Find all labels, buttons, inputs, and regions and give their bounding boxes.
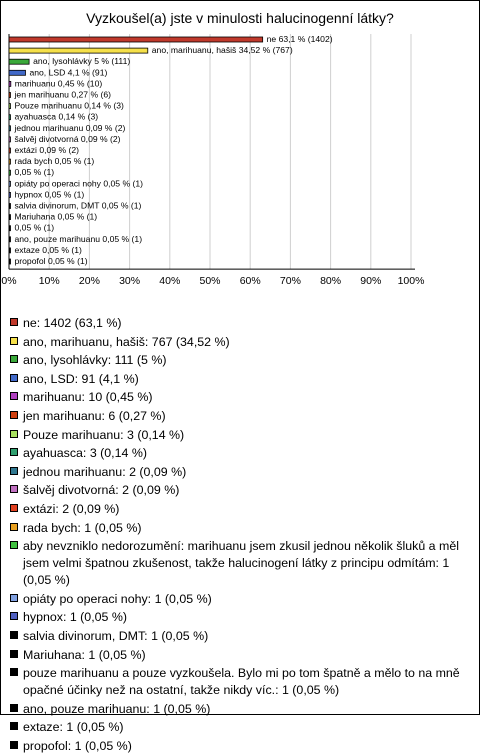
x-tick-label: 30% <box>119 275 141 288</box>
legend-swatch <box>10 374 18 382</box>
bar <box>9 204 11 209</box>
legend-label: jen marihuanu: 6 (0,27 %) <box>23 408 166 423</box>
legend-item <box>9 501 475 518</box>
bar <box>9 137 11 142</box>
legend-label: hypnox: 1 (0,05 %) <box>23 610 128 625</box>
legend-label: extaze: 1 (0,05 %) <box>23 720 124 735</box>
bar <box>9 48 148 53</box>
legend-swatch <box>10 704 18 712</box>
legend-item <box>9 482 475 499</box>
legend-swatch <box>10 318 18 326</box>
legend-swatch <box>10 448 18 456</box>
bar-data-label: Pouze marihuanu 0,14 % (3) <box>14 100 124 111</box>
bar <box>9 192 11 197</box>
x-tick-label: 90% <box>360 275 382 288</box>
legend-item <box>9 538 475 589</box>
bar <box>9 115 11 120</box>
legend-label: ano, pouze marihuanu: 1 (0,05 %) <box>23 701 211 716</box>
x-tick-label: 70% <box>279 275 301 288</box>
bar <box>9 259 11 264</box>
legend-item <box>9 719 475 736</box>
bar-data-label: jednou marihuanu 0,09 % (2) <box>14 122 126 133</box>
bar <box>9 59 29 64</box>
legend-item <box>9 445 475 462</box>
bar <box>9 81 11 86</box>
bar-data-label: ano, marihuanu, hašiš 34,52 % (767) <box>151 45 293 56</box>
legend-swatch <box>10 485 18 493</box>
bar <box>9 70 25 75</box>
legend-item <box>9 464 475 481</box>
legend-label: Mariuhana: 1 (0,05 %) <box>23 647 146 662</box>
bar-data-label: ano, lysohlávky 5 % (111) <box>33 56 131 67</box>
x-tick-label: 0% <box>1 275 17 288</box>
bar-data-label: Mariuhana 0,05 % (1) <box>14 211 98 222</box>
bar-data-label: jen marihuanu 0,27 % (6) <box>14 89 111 100</box>
legend-item <box>9 665 475 699</box>
legend-item <box>9 520 475 537</box>
x-tick-label: 80% <box>320 275 342 288</box>
x-tick-label: 40% <box>159 275 181 288</box>
legend-label: šalvěj divotvorná: 2 (0,09 %) <box>23 483 180 498</box>
legend-label: ano, marihuanu, hašiš: 767 (34,52 %) <box>23 334 230 349</box>
chart-legend <box>9 315 475 756</box>
bar-data-label: rada bych 0,05 % (1) <box>14 156 95 167</box>
legend-label: aby nevzniklo nedorozumění: marihuanu jsem zkusil jednou několik šluků a měl jsem velmi špatnou zkušenost, takže halucinogení látky z principu odmítám: 1 (0,05 %) <box>23 539 459 588</box>
bar-data-label: marihuanu 0,45 % (10) <box>14 78 103 89</box>
bar <box>9 170 11 175</box>
legend-label: Pouze marihuanu: 3 (0,14 %) <box>23 427 185 442</box>
legend-swatch <box>10 650 18 658</box>
legend-swatch <box>10 504 18 512</box>
bar-data-label: ano, LSD 4,1 % (91) <box>29 67 108 78</box>
bar-data-label: extaze 0,05 % (1) <box>14 244 82 255</box>
bar-data-label: 0,05 % (1) <box>14 222 55 233</box>
legend-item <box>9 352 475 369</box>
bar <box>9 93 11 98</box>
bar-data-label: opiáty po operaci nohy 0,05 % (1) <box>14 178 144 189</box>
legend-label: propofol: 1 (0,05 %) <box>23 738 132 753</box>
legend-label: extázi: 2 (0,09 %) <box>23 501 120 516</box>
legend-item <box>9 647 475 664</box>
legend-label: marihuanu: 10 (0,45 %) <box>23 390 153 405</box>
x-tick-label: 60% <box>239 275 261 288</box>
legend-item <box>9 389 475 406</box>
bar <box>9 181 11 186</box>
legend-swatch <box>10 411 18 419</box>
legend-item <box>9 334 475 351</box>
x-tick-label: 20% <box>78 275 100 288</box>
legend-swatch <box>10 523 18 531</box>
legend-item <box>9 591 475 608</box>
bar-data-label: ne 63,1 % (1402) <box>266 34 333 44</box>
legend-swatch <box>10 392 18 400</box>
legend-item <box>9 628 475 645</box>
bar-data-label: extázi 0,09 % (2) <box>14 145 79 155</box>
bar <box>9 37 263 42</box>
legend-item <box>9 371 475 388</box>
legend-swatch <box>10 337 18 345</box>
bar-data-label: ayahuasca 0,14 % (3) <box>14 111 99 122</box>
x-tick-label: 50% <box>199 275 221 288</box>
legend-label: ayahuasca: 3 (0,14 %) <box>23 446 147 461</box>
legend-swatch <box>10 668 18 676</box>
bar-data-label: propofol 0,05 % (1) <box>14 256 88 266</box>
legend-label: rada bych: 1 (0,05 %) <box>23 520 142 535</box>
bar-data-label: ano, pouze marihuanu 0,05 % (1) <box>14 233 143 244</box>
bar <box>9 159 11 164</box>
bar-data-label: šalvěj divotvorná 0,09 % (2) <box>14 133 121 144</box>
bar-chart-plot <box>1 1 479 311</box>
legend-label: pouze marihuanu a pouze vyzkoušela. Bylo mi po tom špatně a mělo to na mně opačné účinky než na ostatní, takže nikdy víc.: 1 (0,05 %) <box>23 666 460 698</box>
legend-item <box>9 609 475 626</box>
legend-item <box>9 701 475 718</box>
legend-swatch <box>10 631 18 639</box>
bar <box>9 104 11 109</box>
bar <box>9 226 11 231</box>
chart-title: Vyzkoušel(a) jste v minulosti halucinogenní látky? <box>86 10 394 26</box>
legend-label: ano, LSD: 91 (4,1 %) <box>23 371 139 386</box>
legend-label: ano, lysohlávky: 111 (5 %) <box>23 353 167 368</box>
bar <box>9 126 11 131</box>
legend-swatch <box>10 430 18 438</box>
legend-swatch <box>10 612 18 620</box>
legend-swatch <box>10 355 18 363</box>
legend-swatch <box>10 541 18 549</box>
bar-data-label: 0,05 % (1) <box>14 167 55 178</box>
legend-item <box>9 738 475 755</box>
legend-swatch <box>10 594 18 602</box>
legend-label: salvia divinorum, DMT: 1 (0,05 %) <box>23 628 209 643</box>
x-tick-label: 10% <box>38 275 60 288</box>
legend-label: ne: 1402 (63,1 %) <box>23 316 122 330</box>
bar <box>9 237 11 242</box>
bar <box>9 248 11 253</box>
x-tick-label: 100% <box>397 275 425 288</box>
legend-item <box>9 427 475 444</box>
legend-label: opiáty po operaci nohy: 1 (0,05 %) <box>23 591 212 606</box>
legend-item <box>9 315 475 332</box>
legend-swatch <box>10 467 18 475</box>
legend-label: jednou marihuanu: 2 (0,09 %) <box>23 464 187 479</box>
bar-data-label: hypnox 0,05 % (1) <box>14 189 85 200</box>
legend-swatch <box>10 722 18 730</box>
bar-data-label: salvia divinorum, DMT 0,05 % (1) <box>14 200 142 211</box>
legend-item <box>9 408 475 425</box>
bar <box>9 148 11 153</box>
bar <box>9 215 11 220</box>
legend-swatch <box>10 741 18 749</box>
